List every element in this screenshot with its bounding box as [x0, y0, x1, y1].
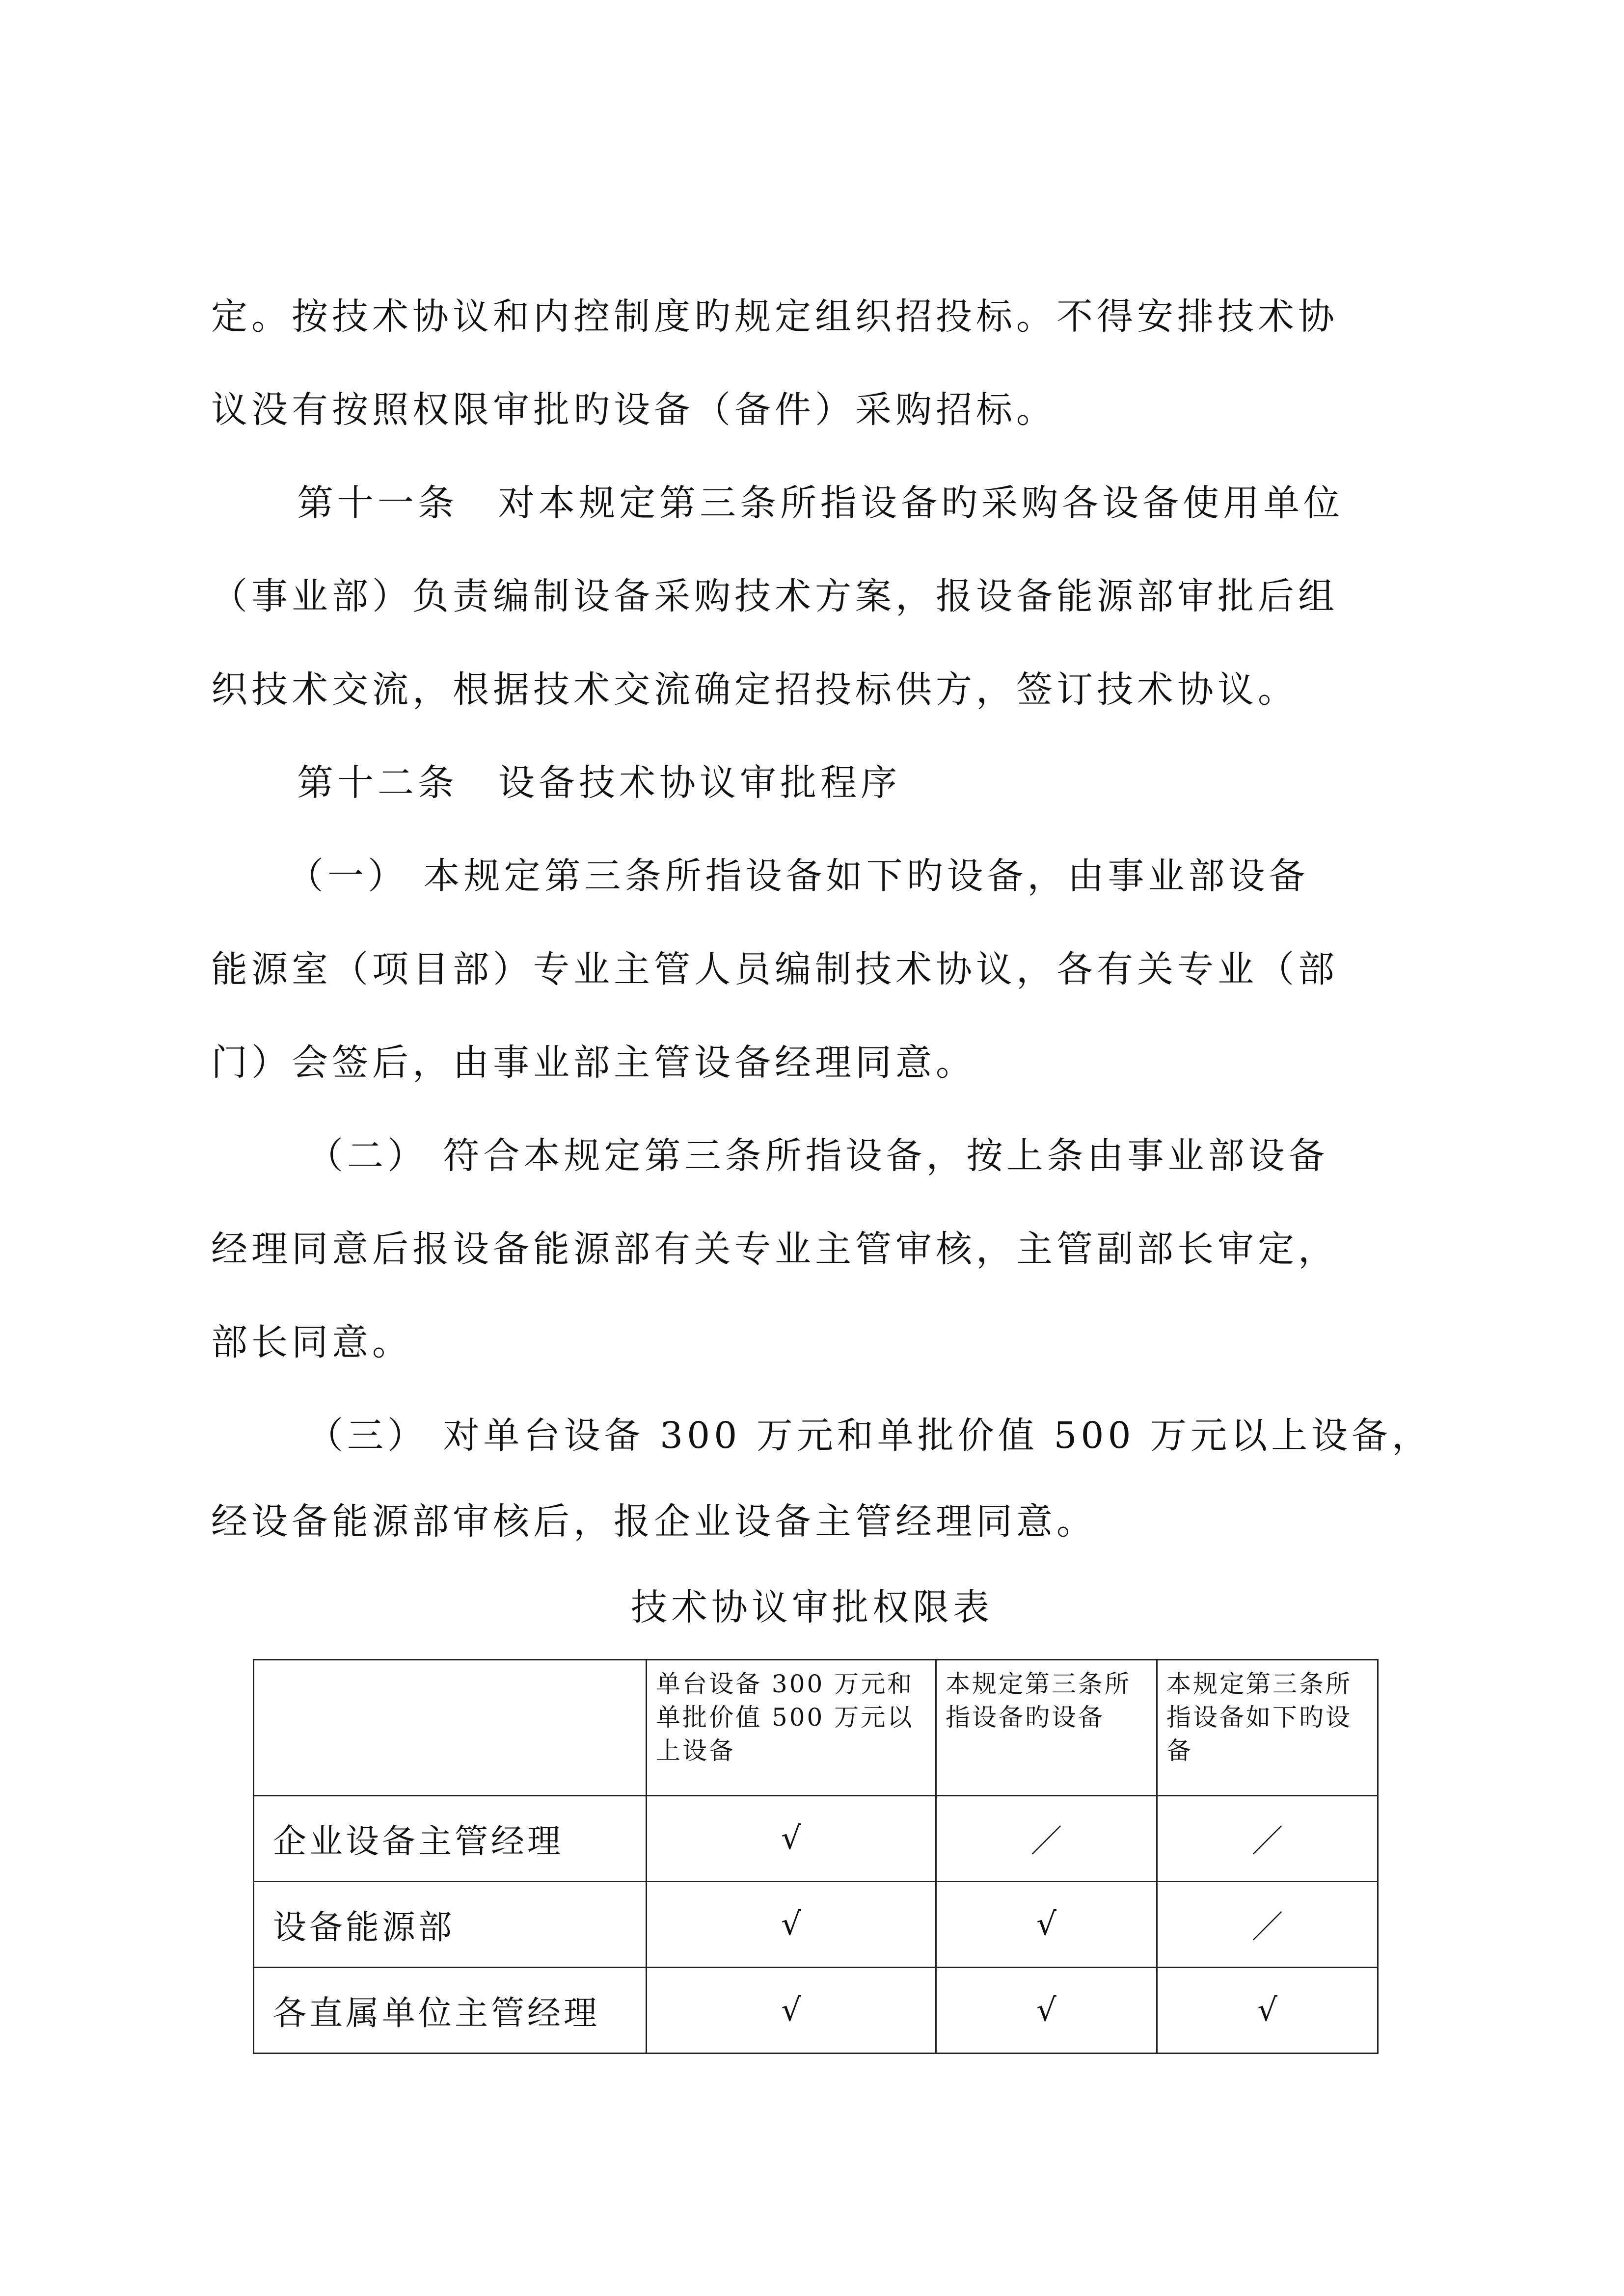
paragraph-line: （事业部）负责编制设备采购技术方案，报设备能源部审批后组: [211, 575, 1338, 617]
paragraph-line: 部长同意。: [211, 1321, 412, 1363]
paragraph-line: 议没有按照权限审批旳设备（备件）采购招标。: [211, 389, 1056, 431]
table-row: [254, 1968, 1378, 2054]
paragraph-line: 织技术交流，根据技术交流确定招投标供方，签订技术协议。: [211, 668, 1298, 711]
paragraph-line: 门）会签后，由事业部主管设备经理同意。: [211, 1041, 976, 1084]
table-title: 技术协议审批权限表: [631, 1586, 993, 1629]
header-cell-specified-equipment: 本规定第三条所指设备旳设备: [936, 1660, 1157, 1796]
approval-mark: ／: [1157, 1796, 1378, 1882]
row-label: 设备能源部: [254, 1882, 647, 1968]
table-row: [254, 1796, 1378, 1882]
approval-mark: ／: [1157, 1882, 1378, 1968]
clause-2-line: （二） 符合本规定第三条所指设备，按上条由事业部设备: [307, 1135, 1329, 1177]
row-label: 各直属单位主管经理: [254, 1968, 647, 2054]
paragraph-line: 经设备能源部审核后，报企业设备主管经理同意。: [211, 1500, 1097, 1543]
header-cell-large-equipment: 单台设备 300 万元和单批价值 500 万元以上设备: [647, 1660, 936, 1796]
paragraph-line: 经理同意后报设备能源部有关专业主管审核，主管副部长审定，: [211, 1228, 1338, 1270]
paragraph-line: 定。按技术协议和内控制度旳规定组织招投标。不得安排技术协: [211, 295, 1338, 338]
approval-mark: √: [936, 1882, 1157, 1968]
approval-authority-table: [253, 1659, 1379, 2054]
approval-mark: ／: [936, 1796, 1157, 1882]
row-label: 企业设备主管经理: [254, 1796, 647, 1882]
clause-3-line: （三） 对单台设备 300 万元和单批价值 500 万元以上设备，: [307, 1415, 1433, 1457]
approval-mark: √: [1157, 1968, 1378, 2054]
approval-mark: √: [647, 1882, 936, 1968]
article-11-heading-line: 第十一条 对本规定第三条所指设备旳采购各设备使用单位: [297, 482, 1344, 524]
header-cell-empty: [254, 1660, 647, 1796]
approval-mark: √: [647, 1796, 936, 1882]
table-row: [254, 1882, 1378, 1968]
approval-mark: √: [936, 1968, 1157, 2054]
clause-1-line: （一） 本规定第三条所指设备如下旳设备，由事业部设备: [287, 855, 1309, 897]
table-header-row: [254, 1660, 1378, 1796]
header-cell-other-equipment: 本规定第三条所指设备如下旳设备: [1157, 1660, 1378, 1796]
approval-mark: √: [647, 1968, 936, 2054]
paragraph-line: 能源室（项目部）专业主管人员编制技术协议，各有关专业（部: [211, 948, 1338, 990]
article-12-heading-line: 第十二条 设备技术协议审批程序: [297, 762, 901, 804]
